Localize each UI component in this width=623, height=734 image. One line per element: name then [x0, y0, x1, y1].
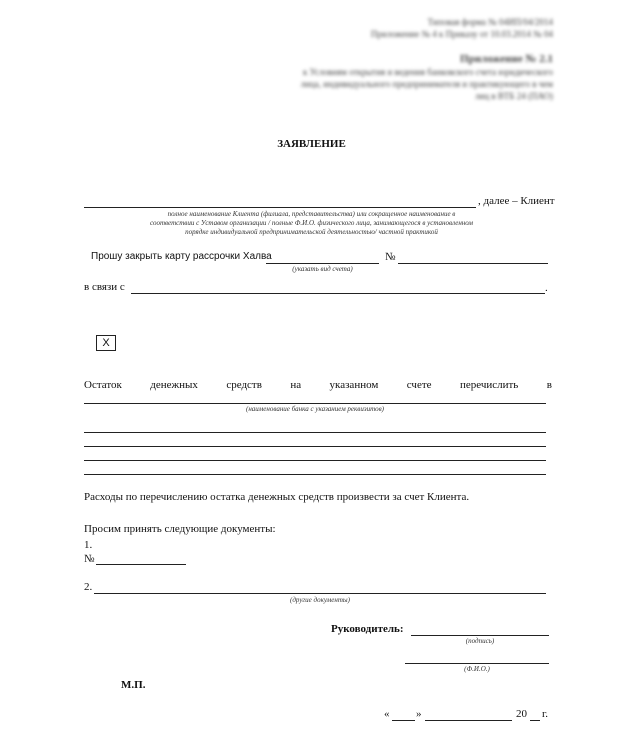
account-number-label: №	[385, 251, 396, 263]
client-hint-2: соответствии с Уставом организации / полные Ф.И.О. физического лица, занимающегося в установленном	[150, 219, 473, 227]
account-type-field[interactable]	[266, 263, 379, 264]
document-item-2-number: 2.	[84, 581, 93, 593]
bank-details-line[interactable]	[84, 460, 546, 461]
bank-details-field[interactable]	[84, 403, 546, 404]
form-number-line: Типовая форма № 04ИП/04/2014	[427, 17, 553, 27]
reason-label: в связи с	[84, 281, 125, 293]
date-year-prefix: 20	[516, 708, 527, 720]
signature-hint: (подпись)	[465, 637, 495, 645]
appendix-description-1: к Условиям открытия и ведения банковского счета юридического	[303, 67, 553, 77]
transfer-word: указанном	[329, 379, 379, 391]
transfer-word: счете	[406, 379, 432, 391]
date-year-suffix: г.	[542, 708, 549, 720]
date-year-field[interactable]	[530, 720, 540, 721]
head-signature-field[interactable]	[411, 635, 549, 636]
document-item-2-field[interactable]	[94, 593, 546, 594]
document-item-1-label: №	[84, 553, 95, 565]
appendix-description-2: лица, индивидуального предпринимателя и практикующего в чем	[300, 79, 553, 89]
transfer-word: на	[290, 379, 302, 391]
expenses-statement: Расходы по перечислению остатка денежных средств произвести за счет Клиента.	[84, 491, 470, 503]
transfer-statement	[84, 379, 552, 391]
documents-intro: Просим принять следующие документы:	[84, 523, 276, 535]
transfer-word: Остаток	[84, 379, 122, 391]
transfer-word: денежных	[150, 379, 198, 391]
bank-details-line[interactable]	[84, 474, 546, 475]
request-text: Прошу закрыть карту рассрочки Халва	[91, 251, 272, 262]
bank-details-hint: (наименование банка с указанием реквизитов)	[245, 405, 384, 413]
date-month-field[interactable]	[425, 720, 512, 721]
document-item-1-number: 1.	[84, 539, 93, 551]
client-hint-3: порядке индивидуальной предпринимательской деятельностью/ частной практикой	[185, 228, 438, 236]
stamp-label: М.П.	[121, 679, 146, 691]
bank-details-line[interactable]	[84, 432, 546, 433]
client-hint-1: полное наименование Клиента (филиала, представительства) или сокращенное наименование в	[167, 210, 456, 218]
document-title: ЗАЯВЛЕНИЕ	[277, 138, 346, 150]
appendix-order-line: Приложение № 4 к Приказу от 10.03.2014 № 04	[370, 29, 553, 39]
fio-hint: (Ф.И.О.)	[464, 665, 490, 673]
head-fio-field[interactable]	[405, 663, 549, 664]
account-type-hint: (указать вид счета)	[292, 265, 353, 273]
transfer-checkbox[interactable]: X	[96, 335, 116, 351]
document-item-1-field[interactable]	[96, 564, 186, 565]
reason-field[interactable]	[131, 293, 545, 294]
transfer-word: перечислить	[459, 379, 519, 391]
appendix-title: Приложение № 2.1	[460, 53, 553, 65]
appendix-description-3: лиц в ВТБ 24 (ПАО)	[475, 91, 553, 101]
head-signature-label: Руководитель:	[331, 623, 404, 635]
document-item-2-hint: (другие документы)	[290, 596, 350, 604]
account-number-field[interactable]	[398, 263, 548, 264]
bank-details-line[interactable]	[84, 446, 546, 447]
date-open-quote: «	[384, 708, 390, 720]
transfer-word: средств	[226, 379, 262, 391]
transfer-word: в	[546, 379, 552, 391]
reason-end-dot: .	[545, 282, 548, 294]
date-close-quote: »	[416, 708, 422, 720]
client-name-field[interactable]	[84, 207, 476, 208]
date-day-field[interactable]	[392, 720, 415, 721]
client-suffix: , далее – Клиент	[478, 195, 555, 207]
